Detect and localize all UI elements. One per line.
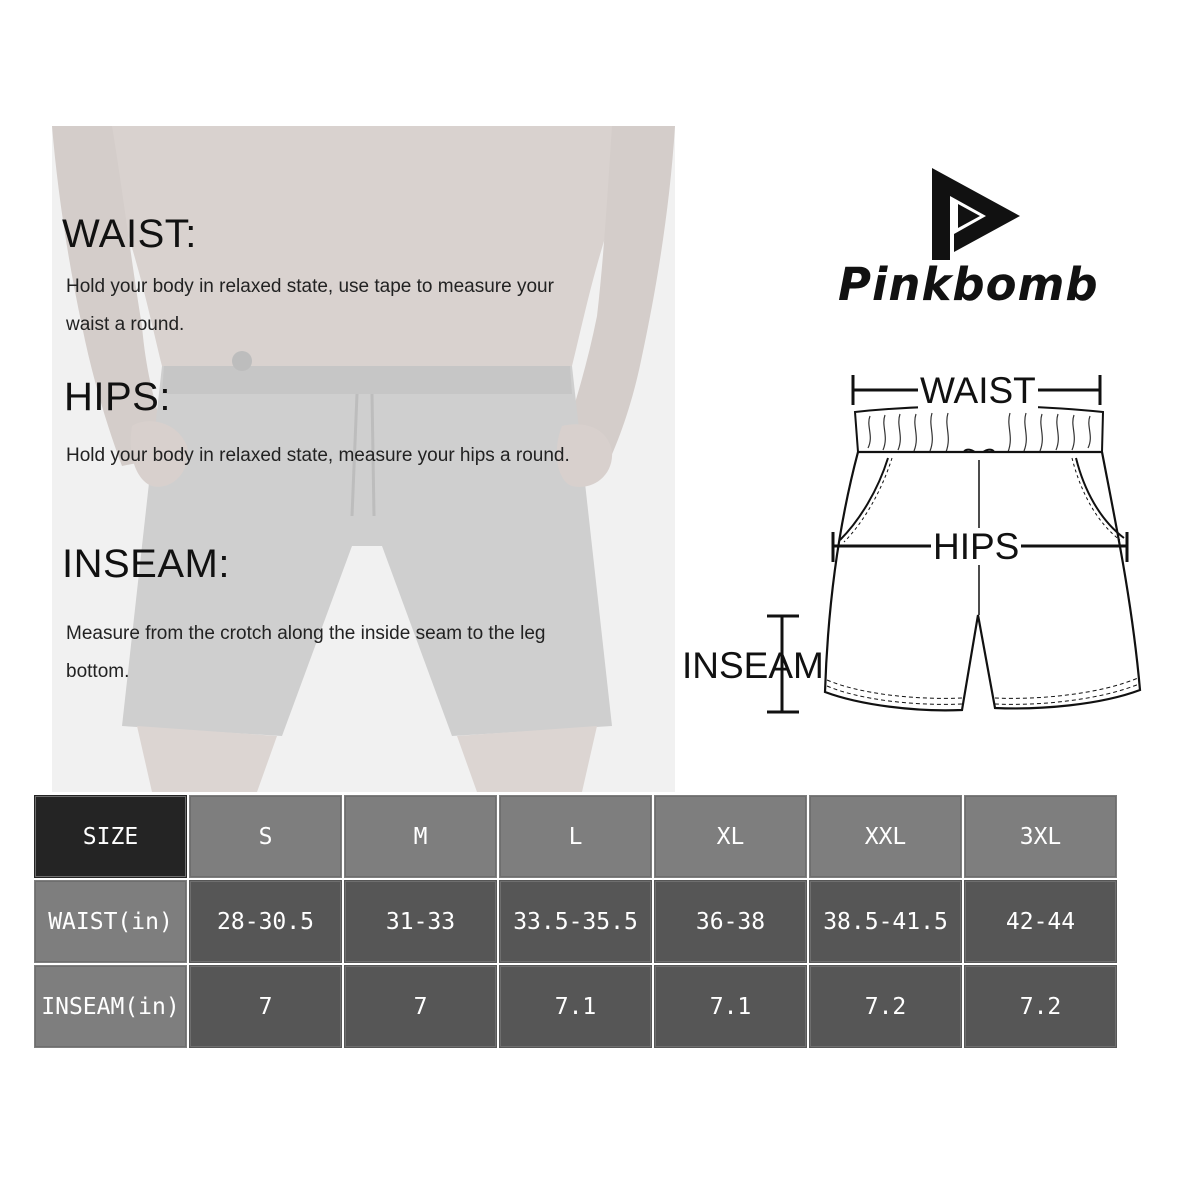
size-header-cell: 3XL xyxy=(963,794,1118,879)
waist-instructions: Hold your body in relaxed state, use tape to measure your waist a round. xyxy=(66,276,554,335)
waist-cell: 31-33 xyxy=(343,879,498,964)
pinkbomb-p-logo-icon xyxy=(928,166,1024,262)
hips-heading: HIPS: xyxy=(64,375,171,419)
size-header-label: SIZE xyxy=(33,794,188,879)
inseam-row-label: INSEAM(in) xyxy=(33,964,188,1049)
waist-cell: 28-30.5 xyxy=(188,879,343,964)
brand-name: Pinkbomb xyxy=(838,258,1099,311)
hips-instructions: Hold your body in relaxed state, measure your hips a round. xyxy=(66,445,570,466)
size-chart-table xyxy=(32,793,1119,1050)
size-header-row xyxy=(33,794,1118,879)
inseam-row xyxy=(33,964,1118,1049)
waist-cell: 33.5-35.5 xyxy=(498,879,653,964)
waist-row xyxy=(33,879,1118,964)
diagram-hips-label: HIPS xyxy=(933,526,1020,567)
inseam-cell: 7 xyxy=(188,964,343,1049)
size-header-cell: XXL xyxy=(808,794,963,879)
inseam-cell: 7.1 xyxy=(653,964,808,1049)
inseam-instructions: Measure from the crotch along the inside seam to the leg bottom. xyxy=(66,623,546,682)
waist-cell: 42-44 xyxy=(963,879,1118,964)
size-header-cell: XL xyxy=(653,794,808,879)
inseam-cell: 7 xyxy=(343,964,498,1049)
diagram-inseam-label: INSEAM xyxy=(682,645,824,686)
size-header-cell: L xyxy=(498,794,653,879)
waist-cell: 36-38 xyxy=(653,879,808,964)
inseam-heading: INSEAM: xyxy=(62,542,230,586)
waist-row-label: WAIST(in) xyxy=(33,879,188,964)
size-header-cell: S xyxy=(188,794,343,879)
waist-heading: WAIST: xyxy=(62,212,197,256)
diagram-waist-label: WAIST xyxy=(920,370,1036,411)
size-header-cell: M xyxy=(343,794,498,879)
waist-cell: 38.5-41.5 xyxy=(808,879,963,964)
inseam-cell: 7.1 xyxy=(498,964,653,1049)
inseam-cell: 7.2 xyxy=(963,964,1118,1049)
inseam-cell: 7.2 xyxy=(808,964,963,1049)
